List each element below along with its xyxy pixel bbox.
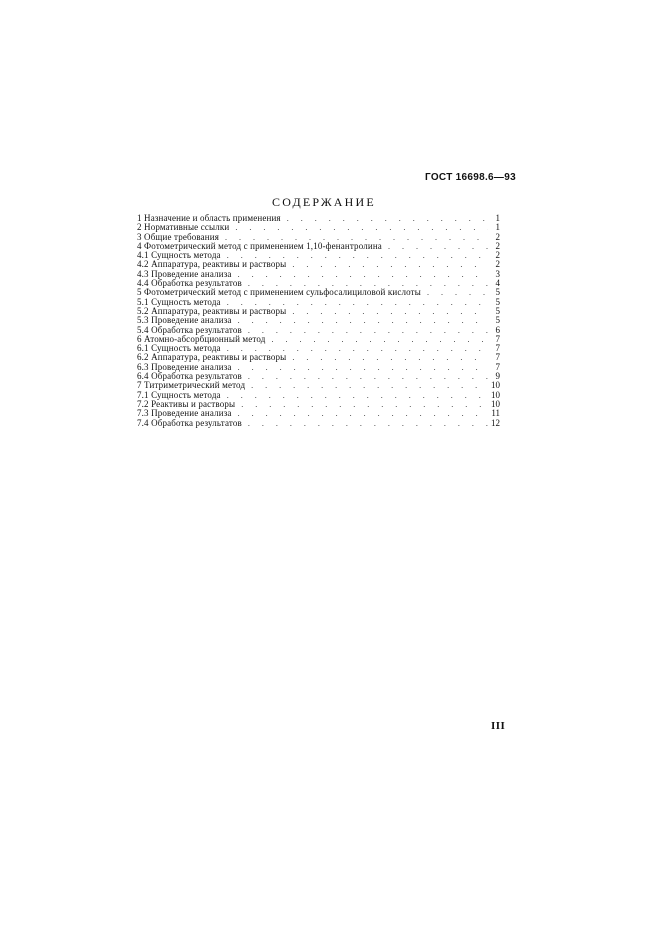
toc-entry-label: 5.2 Аппаратура, реактивы и растворы [137, 305, 287, 316]
toc-entry-page: 2 [495, 259, 500, 270]
toc-entry-label: 6.2 Аппаратура, реактивы и растворы [137, 352, 287, 363]
dot-leader [238, 270, 488, 279]
toc-entry-label: 6.3 Проведение анализа [137, 361, 232, 372]
toc-entry-label: 2 Нормативные ссылки [137, 222, 230, 233]
toc-entry-page: 11 [491, 408, 500, 419]
table-of-contents [137, 214, 500, 428]
dot-leader [287, 214, 488, 223]
toc-entry-page: 5 [495, 305, 500, 316]
toc-entry-page: 10 [491, 398, 500, 409]
toc-entry-label: 7.1 Сущность метода [137, 389, 221, 400]
toc-title: СОДЕРЖАНИЕ [272, 195, 376, 209]
toc-entry-label: 4.3 Проведение анализа [137, 268, 232, 279]
dot-leader [235, 223, 488, 232]
dot-leader [241, 400, 488, 409]
toc-entry-label: 4.2 Аппаратура, реактивы и растворы [137, 259, 287, 270]
dot-leader [292, 260, 488, 269]
toc-entry-label: 4 Фотометрический метод с применением 1,10-фенантролина [137, 240, 382, 251]
dot-leader [238, 409, 488, 418]
dot-leader [388, 242, 488, 251]
page-number: III [491, 720, 506, 732]
toc-entry-label: 7.4 Обработка результатов [137, 417, 242, 428]
toc-entry-label: 6 Атомно-абсорбционный метод [137, 333, 266, 344]
toc-entry-label: 3 Общие требования [137, 231, 220, 242]
dot-leader [238, 363, 488, 372]
toc-entry-page: 10 [491, 380, 500, 391]
toc-entry-label: 7.3 Проведение анализа [137, 408, 232, 419]
toc-entry [137, 419, 500, 428]
toc-entry-page: 4 [495, 278, 500, 289]
toc-entry-page: 7 [495, 352, 500, 363]
dot-leader [248, 419, 488, 428]
toc-entry-label: 6.1 Сущность метода [137, 343, 221, 354]
toc-entry-page: 1 [495, 222, 500, 233]
standard-code: ГОСТ 16698.6—93 [425, 172, 516, 183]
dot-leader [251, 381, 488, 390]
toc-entry-label: 5.3 Проведение анализа [137, 315, 232, 326]
dot-leader [238, 316, 488, 325]
toc-entry-page: 7 [495, 361, 500, 372]
toc-entry-label: 5 Фотометрический метод с применением сульфосалициловой кислоты [137, 287, 421, 298]
toc-entry-label: 4.4 Обработка результатов [137, 278, 242, 289]
dot-leader [272, 335, 488, 344]
toc-entry-page: 7 [495, 333, 500, 344]
toc-entry-page: 5 [495, 296, 500, 307]
dot-leader [427, 288, 488, 297]
toc-entry-label: 6.4 Обработка результатов [137, 371, 242, 382]
toc-entry-page: 2 [495, 250, 500, 261]
toc-entry-label: 5.1 Сущность метода [137, 296, 221, 307]
dot-leader [292, 307, 488, 316]
toc-entry-page: 3 [495, 268, 500, 279]
toc-entry-label: 7 Титриметрический метод [137, 380, 246, 391]
dot-leader [292, 353, 488, 362]
toc-entry-page: 9 [495, 371, 500, 382]
toc-entry-page: 7 [495, 343, 500, 354]
toc-entry-label: 4.1 Сущность метода [137, 250, 221, 261]
toc-entry-label: 7.2 Реактивы и растворы [137, 398, 236, 409]
toc-entry-page: 2 [495, 240, 500, 251]
toc-entry-page: 1 [495, 213, 500, 223]
toc-entry-label: 5.4 Обработка результатов [137, 324, 242, 335]
toc-entry-page: 5 [495, 315, 500, 326]
toc-entry-page: 6 [495, 324, 500, 335]
toc-entry-page: 2 [495, 231, 500, 242]
toc-entry-label: 1 Назначение и область применения [137, 213, 281, 223]
toc-entry-page: 10 [491, 389, 500, 400]
dot-leader [227, 391, 488, 400]
dot-leader [248, 372, 488, 381]
toc-entry-page: 5 [495, 287, 500, 298]
dot-leader [248, 326, 488, 335]
toc-entry-page: 12 [491, 417, 500, 428]
